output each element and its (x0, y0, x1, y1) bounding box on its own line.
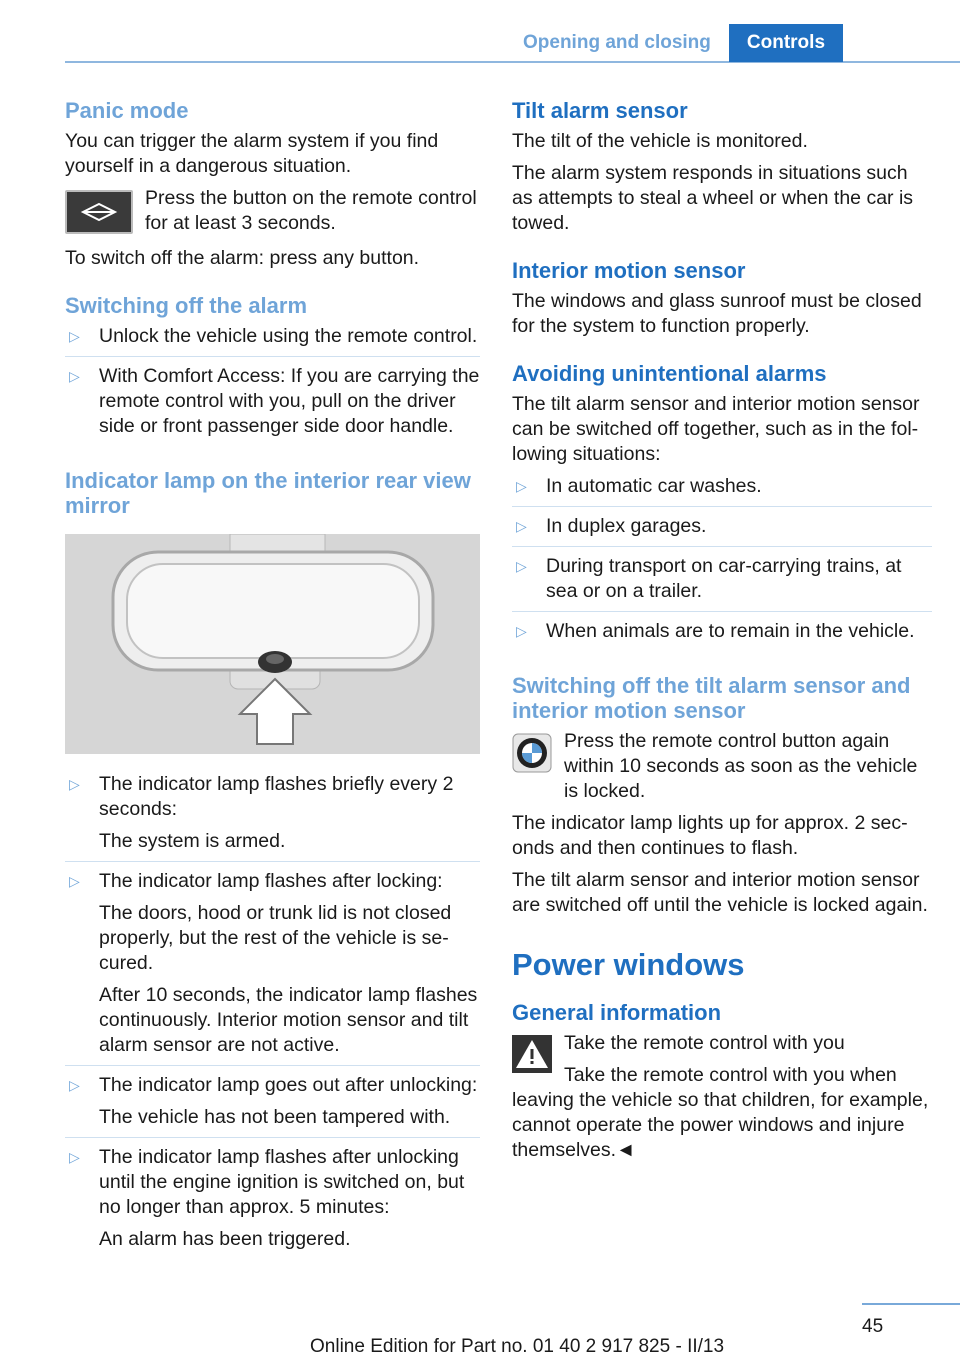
triangle-bullet-icon: ▷ (69, 1149, 80, 1165)
list-item: ▷ With Comfort Access: If you are carrying the remote control with you, pull on the driver side or front passenger side door handle. (69, 365, 480, 437)
panic-icon-row (65, 186, 480, 236)
list-item: ▷ When animals are to remain in the vehicle. (516, 620, 915, 642)
switch-off-alarm-title: Switching off the alarm (65, 293, 308, 318)
list-item: ▷ In duplex garages. (512, 514, 932, 547)
tab-section[interactable]: Opening and closing (523, 32, 711, 53)
list-item: ▷ During transport on car-carrying trains, at sea or on a trailer. (512, 554, 932, 612)
footer-rule (862, 1303, 960, 1305)
switch-off-sensors-title: Switching off the tilt alarm sensor and interior motion sensor (512, 673, 911, 723)
panic-button-icon (65, 190, 133, 234)
power-windows-title: Power windows (512, 947, 745, 982)
interior-motion-title: Interior motion sensor (512, 258, 746, 283)
panic-paragraph: You can trigger the alarm system if you find yourself in a dangerous situation. (65, 130, 439, 177)
switch-off-sensors-p1: Press the remote control button again within 10 seconds as soon as the vehicle is locked. (512, 729, 932, 804)
triangle-bullet-icon: ▷ (516, 518, 527, 534)
avoid-paragraph: The tilt alarm sensor and interior motion sensor can be switched off together, such as in the fol-lowing situations: (512, 393, 920, 465)
tab-chapter[interactable]: Controls (729, 24, 843, 62)
page-number: 45 (862, 1316, 884, 1337)
header-rule (65, 61, 960, 63)
list-item: ▷ The indicator lamp flashes briefly every 2 seconds: The system is armed. (65, 772, 480, 862)
triangle-bullet-icon: ▷ (516, 478, 527, 494)
triangle-bullet-icon: ▷ (69, 1077, 80, 1093)
bmw-logo-button-icon (512, 733, 552, 780)
triangle-bullet-icon: ▷ (516, 623, 527, 639)
panic-icon-text: Press the button on the remote control for at least 3 seconds. (145, 187, 477, 234)
panic-title: Panic mode (65, 98, 189, 123)
list-item: ▷ In automatic car washes. (512, 474, 932, 507)
warning-text: Take the remote control with you when leaving the vehicle so that children, for example, cannot operate the power windows and injure themselves.◄ (512, 1064, 929, 1161)
triangle-bullet-icon: ▷ (69, 873, 80, 889)
rear-view-mirror-image (65, 534, 480, 754)
panic-switch-off: To switch off the alarm: press any button. (65, 247, 420, 269)
switch-off-sensors-p3: The tilt alarm sensor and interior motion sensor are switched off until the vehicle is locked again. (512, 869, 928, 916)
warning-block: Take the remote control with you (512, 1031, 932, 1056)
list-item: ▷ The indicator lamp goes out after unlocking: The vehicle has not been tampered with. (65, 1073, 480, 1138)
list-item: ▷ The indicator lamp flashes after unlocking until the engine ignition is switched on, but no longer than approx. 5 minutes: An alarm has been triggered. (69, 1146, 465, 1250)
header-tabs (505, 24, 843, 62)
general-information-title: General information (512, 1000, 722, 1025)
triangle-bullet-icon: ▷ (69, 368, 80, 384)
indicator-list (65, 772, 480, 1259)
tilt-alarm-title: Tilt alarm sensor (512, 98, 688, 123)
list-item: ▷ Unlock the vehicle using the remote control. (65, 324, 480, 357)
avoid-list (512, 474, 932, 651)
tilt-p1: The tilt of the vehicle is monitored. (512, 130, 808, 152)
triangle-bullet-icon: ▷ (516, 558, 527, 574)
avoid-alarms-title: Avoiding unintentional alarms (512, 361, 827, 386)
switch-off-sensors-p2: The indicator lamp lights up for approx. 2 sec-onds and then continues to flash. (512, 812, 908, 859)
list-item: ▷ The indicator lamp flashes after locking: The doors, hood or trunk lid is not closed properly, but the rest of the vehicle is se-cured. After 10 seconds, the indicator lamp flashes continuously. Interior motion sensor and tilt alarm sensor are not active. (65, 869, 480, 1066)
switch-off-list (65, 324, 480, 446)
indicator-lamp-title: Indicator lamp on the interior rear view mirror (65, 468, 471, 518)
triangle-bullet-icon: ▷ (69, 776, 80, 792)
warning-triangle-icon (512, 1035, 552, 1080)
triangle-bullet-icon: ▷ (69, 328, 80, 344)
interior-paragraph: The windows and glass sunroof must be closed for the system to function properly. (512, 290, 922, 337)
left-column (65, 98, 480, 1266)
footer-edition: Online Edition for Part no. 01 40 2 917 825 - II/13 (310, 1336, 725, 1357)
tilt-p2: The alarm system responds in situations such as attempts to steal a wheel or when the car is towed. (512, 162, 914, 234)
right-column (512, 98, 932, 1170)
